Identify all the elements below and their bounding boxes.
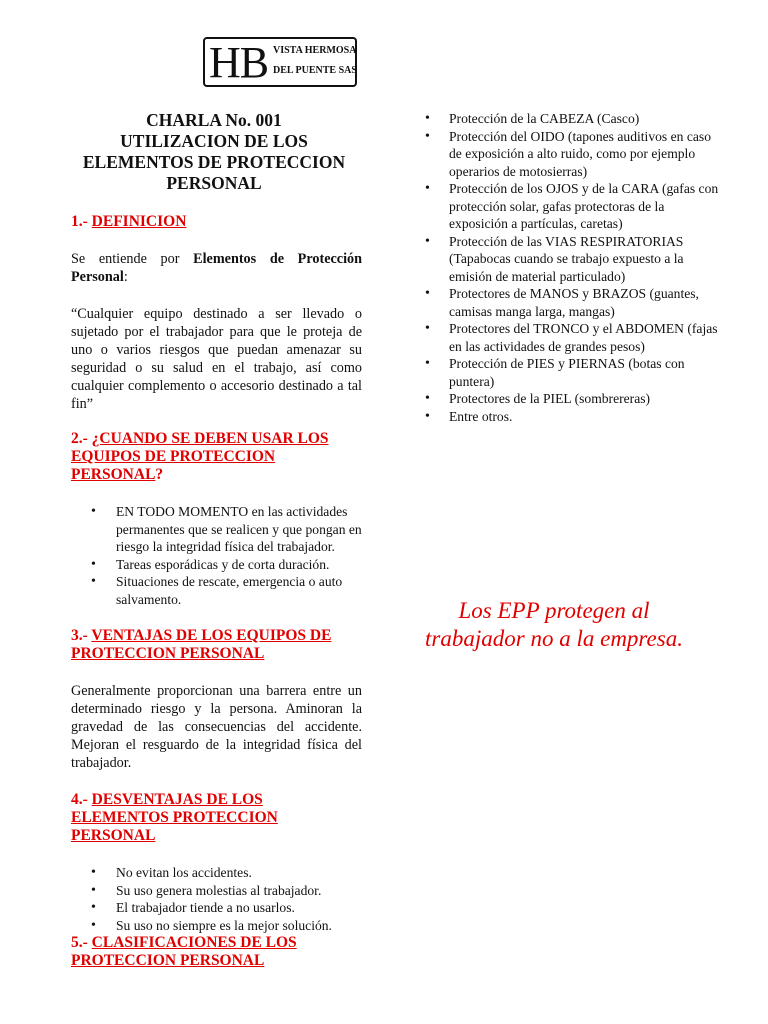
list-item: • Su uso no siempre es la mejor solución. xyxy=(71,917,362,935)
section-number: 4.- xyxy=(71,791,92,808)
title-line: PERSONAL xyxy=(166,173,262,193)
section-number: 5.- xyxy=(71,934,92,951)
section-number: 1.- xyxy=(71,213,92,230)
list-item: • Protección de PIES y PIERNAS (botas con puntera) xyxy=(425,355,725,390)
logo-company-name-line2: DEL PUENTE SAS xyxy=(273,65,357,76)
definition-intro-text: Se entiende por xyxy=(71,251,194,267)
title-line: ELEMENTOS DE PROTECCION xyxy=(82,152,346,172)
section-number: 2.- xyxy=(71,430,92,447)
section-title: CLASIFICACIONES DE LOS PROTECCION PERSONAL xyxy=(71,934,297,969)
section-heading-when-to-use xyxy=(71,430,362,484)
logo-company-name-line1: VISTA HERMOSA xyxy=(273,45,357,56)
section-heading-disadvantages xyxy=(71,791,362,845)
disadvantages-list xyxy=(71,864,362,934)
list-item: • Protectores de MANOS y BRAZOS (guantes, camisas manga larga, mangas) xyxy=(425,285,725,320)
slogan-line: trabajador no a la empresa. xyxy=(425,626,683,651)
left-column xyxy=(71,110,362,970)
document-title xyxy=(66,110,362,194)
list-item: • Protección del OIDO (tapones auditivos en caso de exposición a alto ruido, como por ejemplo operarios de motosierras) xyxy=(425,128,725,181)
definition-quote: “Cualquier equipo destinado a ser llevado o sujetado por el trabajador para que le proteja de uno o varios riesgos que puedan amenazar su seguridad o su salud en el trabajo, así como cualquier complemento o accesorio destinado a tal fin” xyxy=(71,306,362,412)
list-item: • Protección de los OJOS y de la CARA (gafas con protección solar, gafas protectoras de la exposición a partículas, caretas) xyxy=(425,180,725,233)
list-item: • EN TODO MOMENTO en las actividades permanentes que se realicen y que pongan en riesgo la integridad física del trabajador. xyxy=(71,503,362,556)
list-item: • Protección de la CABEZA (Casco) xyxy=(425,110,725,128)
list-item: • No evitan los accidentes. xyxy=(71,864,362,882)
section-number: 3.- xyxy=(71,627,92,644)
list-item: • Tareas esporádicas y de corta duración. xyxy=(71,556,362,574)
list-item: • El trabajador tiende a no usarlos. xyxy=(71,899,362,917)
list-item: • Protección de las VIAS RESPIRATORIAS (Tapabocas cuando se trabajo expuesto a la emisión de material particulado) xyxy=(425,233,725,286)
when-to-use-list xyxy=(71,503,362,608)
section-title: DESVENTAJAS DE LOS ELEMENTOS PROTECCION PERSONAL xyxy=(71,791,278,844)
definition-intro xyxy=(71,250,362,286)
classifications-list xyxy=(425,110,725,425)
right-column xyxy=(425,110,725,425)
section-heading-classifications xyxy=(71,934,362,970)
company-logo xyxy=(203,37,357,87)
slogan-line: Los EPP protegen al xyxy=(458,598,650,623)
section-title: VENTAJAS DE LOS EQUIPOS DE PROTECCION PERSONAL xyxy=(71,627,332,662)
list-item: • Protectores de la PIEL (sombrereras) xyxy=(425,390,725,408)
definition-intro-colon: : xyxy=(123,269,128,285)
list-item: • Entre otros. xyxy=(425,408,725,426)
title-line: CHARLA No. 001 xyxy=(146,110,282,130)
advantages-text: Generalmente proporcionan una barrera entre un determinado riesgo y la persona. Aminoran la gravedad de las consecuencias del accidente. Mejoran el resguardo de la integridad física del trabajador. xyxy=(71,683,362,771)
list-item: • Situaciones de rescate, emergencia o auto salvamento. xyxy=(71,573,362,608)
slogan xyxy=(398,597,710,653)
section-title-suffix: ? xyxy=(155,466,164,483)
definition-term: Elementos de Protección Personal xyxy=(71,251,363,285)
list-item: • Protectores del TRONCO y el ABDOMEN (fajas en las actividades de grandes pesos) xyxy=(425,320,725,355)
title-line: UTILIZACION DE LOS xyxy=(120,131,308,151)
section-title: ¿CUANDO SE DEBEN USAR LOS EQUIPOS DE PROTECCION PERSONAL xyxy=(71,430,329,483)
section-heading-definition xyxy=(71,213,362,231)
section-heading-advantages xyxy=(71,627,362,663)
list-item: • Su uso genera molestias al trabajador. xyxy=(71,882,362,900)
logo-mark: HB xyxy=(209,38,269,87)
section-title: DEFINICION xyxy=(91,213,187,230)
